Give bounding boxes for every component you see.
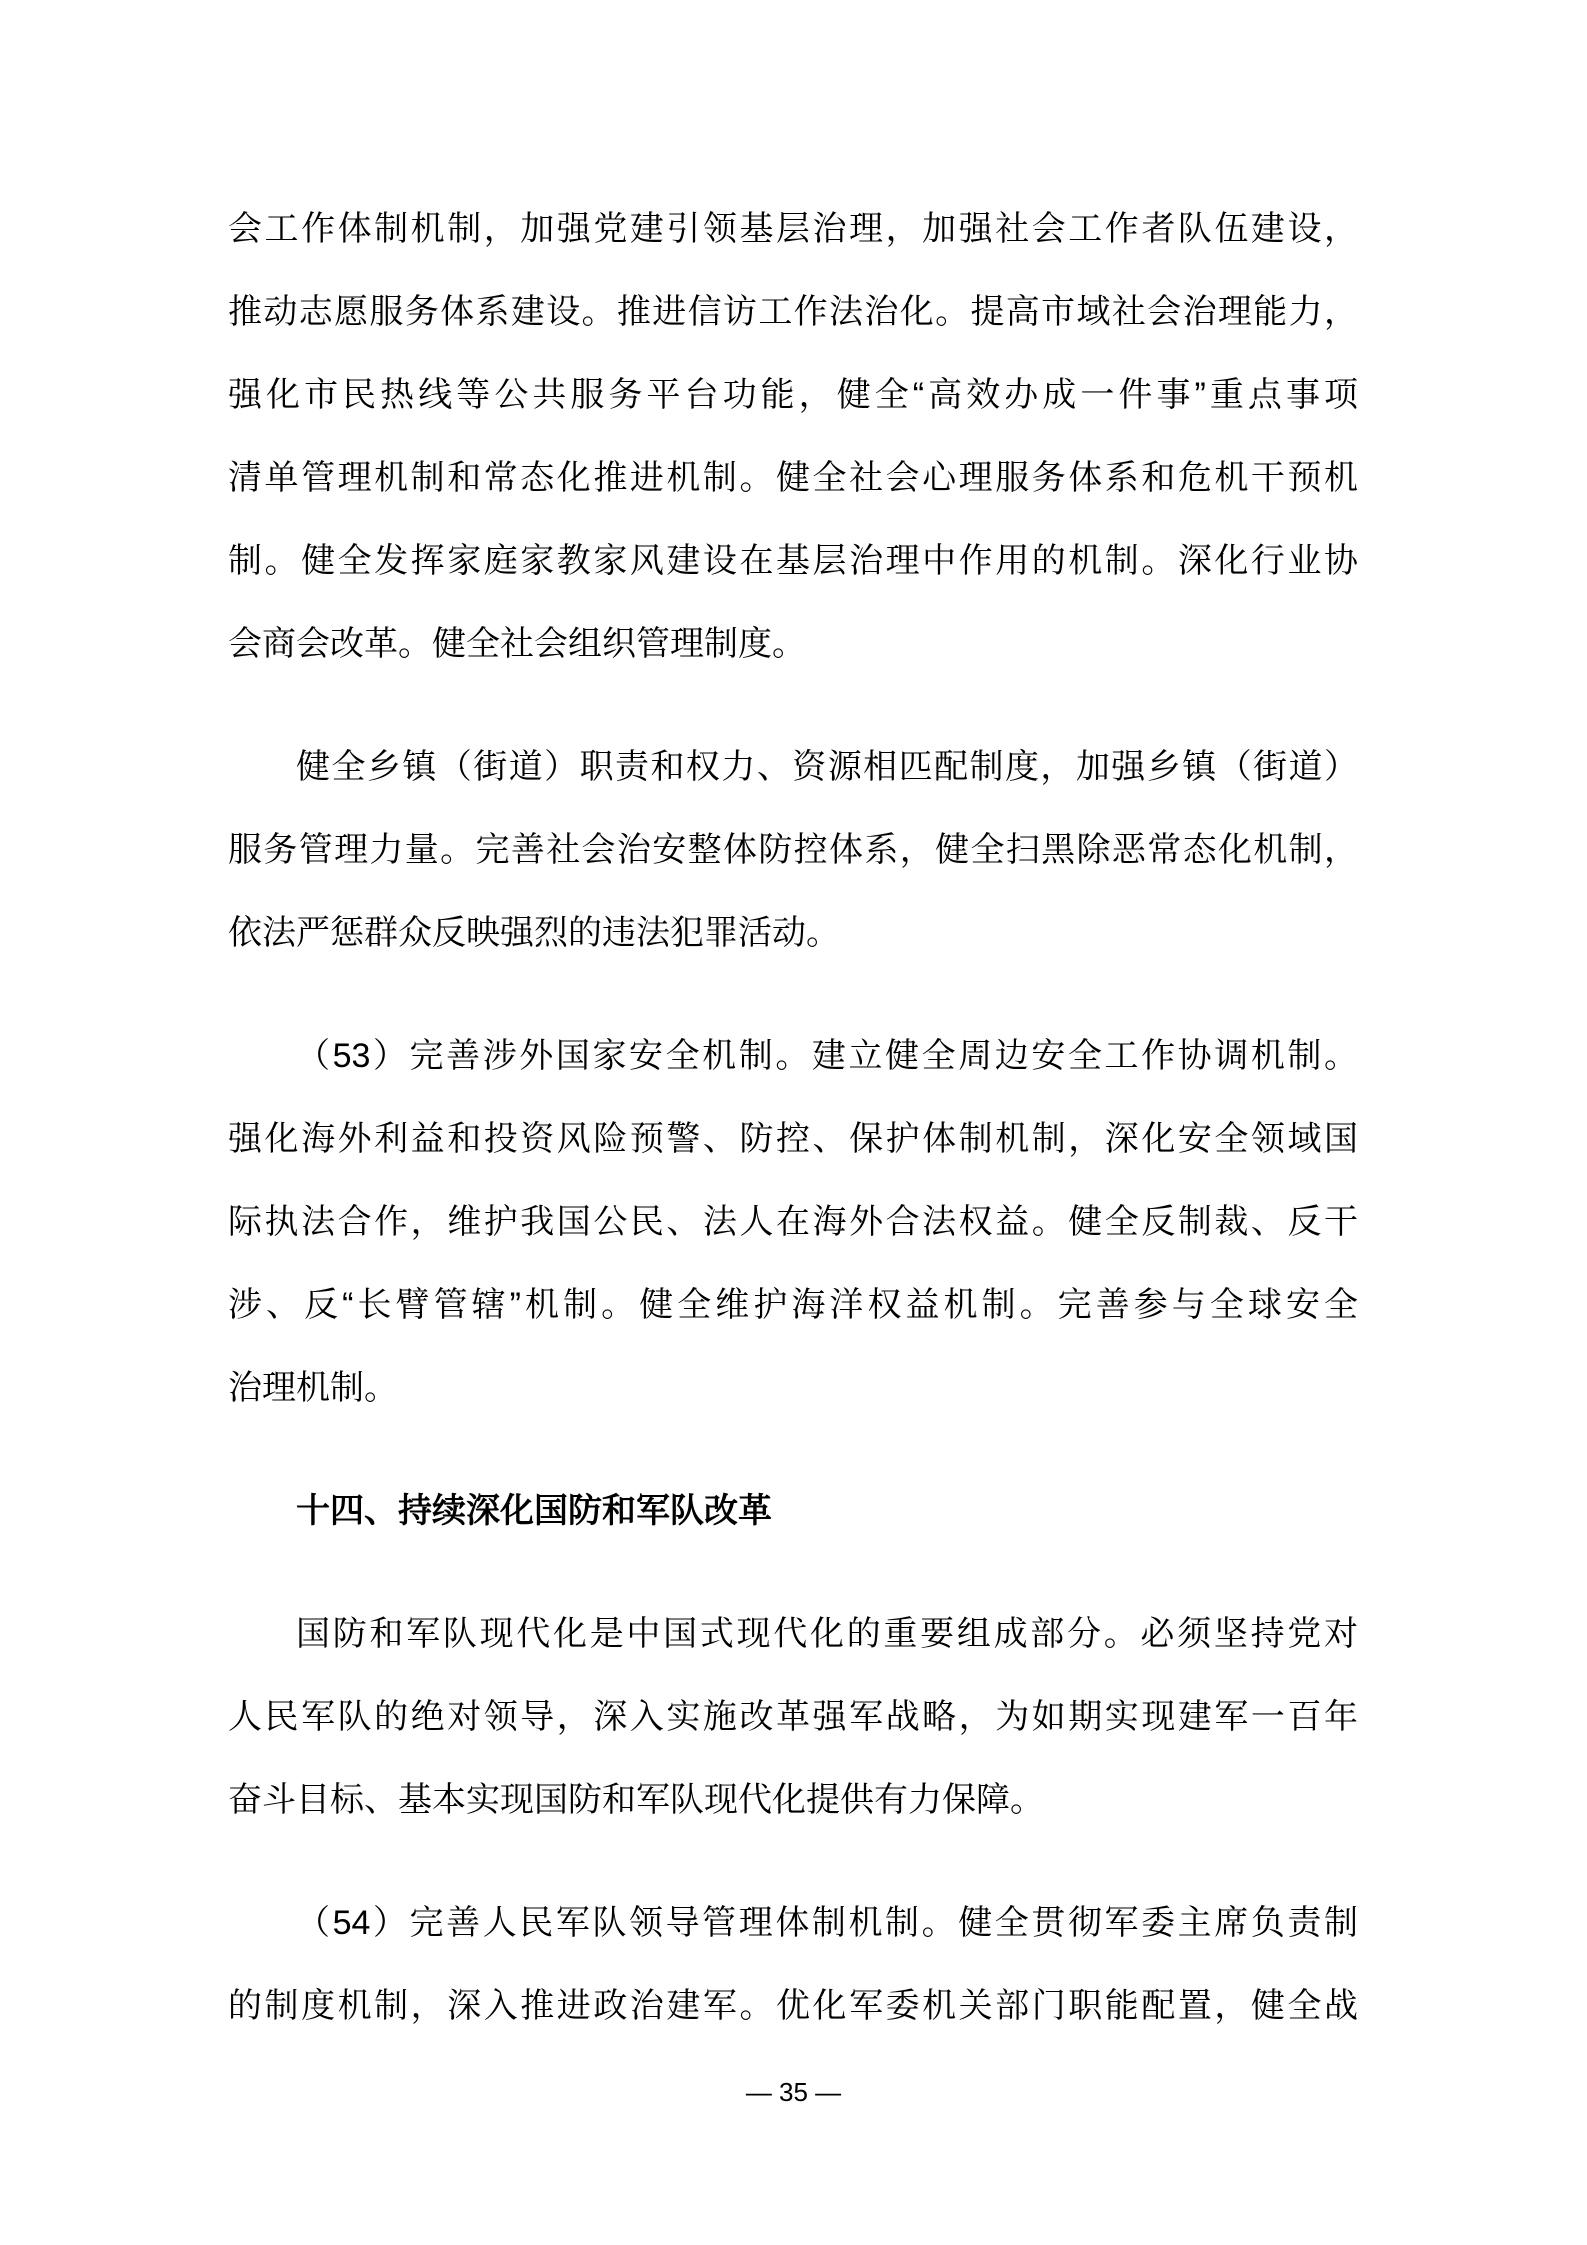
text-line: 治理机制。 <box>228 1369 398 1407</box>
text-line: 奋斗目标、基本实现国防和军队现代化提供有力保障。 <box>228 1781 1044 1819</box>
text-line: 际执法合作，维护我国公民、法人在海外合法权益。健全反制裁、反干 <box>228 1203 1358 1241</box>
text-line: 强化市民热线等公共服务平台功能，健全“高效办成一件事”重点事项 <box>228 376 1358 414</box>
paragraph-defense-modernization-intro <box>228 1593 1358 1842</box>
text-column <box>228 188 1358 2088</box>
page-number: — 35 — <box>745 2077 842 2107</box>
paragraph-53-foreign-security <box>228 1015 1358 1430</box>
text-line: 依法严惩群众反映强烈的违法犯罪活动。 <box>228 914 840 952</box>
text-line: 制。健全发挥家庭家教家风建设在基层治理中作用的机制。深化行业协 <box>228 542 1358 580</box>
paragraph-township-governance <box>228 726 1358 975</box>
text-line: 健全乡镇（街道）职责和权力、资源相匹配制度，加强乡镇（街道） <box>296 748 1358 786</box>
text-line: 清单管理机制和常态化推进机制。健全社会心理服务体系和危机干预机 <box>228 459 1358 497</box>
paragraph-54-military-leadership <box>228 1882 1358 2048</box>
text-line: 的制度机制，深入推进政治建军。优化军委机关部门职能配置，健全战 <box>228 1987 1358 2025</box>
text-line: 推动志愿服务体系建设。推进信访工作法治化。提高市域社会治理能力， <box>228 293 1358 331</box>
text-line: 人民军队的绝对领导，深入实施改革强军战略，为如期实现建军一百年 <box>228 1698 1358 1736</box>
text-line: 会工作体制机制，加强党建引领基层治理，加强社会工作者队伍建设， <box>228 210 1358 248</box>
text-line: 会商会改革。健全社会组织管理制度。 <box>228 625 806 663</box>
text-line: 国防和军队现代化是中国式现代化的重要组成部分。必须坚持党对 <box>296 1615 1358 1653</box>
text-line: （54）完善人民军队领导管理体制机制。健全贯彻军委主席负责制 <box>296 1904 1358 1942</box>
text-line: 强化海外利益和投资风险预警、防控、保护体制机制，深化安全领域国 <box>228 1120 1358 1158</box>
text-line: 涉、反“长臂管辖”机制。健全维护海洋权益机制。完善参与全球安全 <box>228 1286 1358 1324</box>
section-xiv-heading: 十四、持续深化国防和军队改革 <box>296 1492 772 1530</box>
text-line: （53）完善涉外国家安全机制。建立健全周边安全工作协调机制。 <box>296 1037 1358 1075</box>
paragraph-social-governance-continued <box>228 188 1358 686</box>
text-line: 服务管理力量。完善社会治安整体防控体系，健全扫黑除恶常态化机制， <box>228 831 1358 869</box>
